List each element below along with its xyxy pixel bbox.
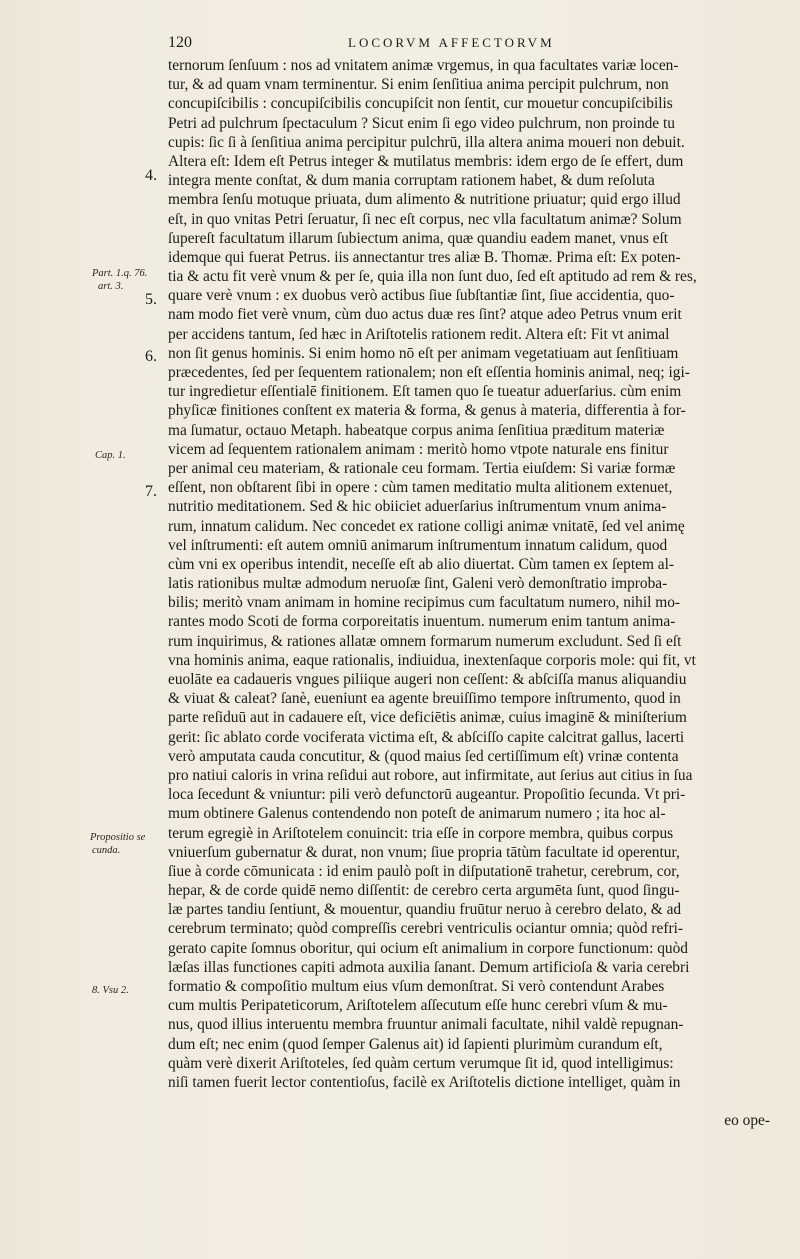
text-line: vniuerſum gubernatur & durat, non vnum; ſiue propria tātùm facultate id operentur, bbox=[168, 843, 680, 861]
text-line: tur ingredietur eſſentialē finitionem. Eſt tamen quo ſe tueatur aduerſarius. cùm enim bbox=[168, 383, 682, 401]
text-line: phyſicæ finitiones conſtent ex materia & forma, & genus à materia, differentia à for- bbox=[168, 402, 686, 420]
text-line: rum, innatum calidum. Nec concedet ex ratione colligi animæ vnitatē, ſed vel animę bbox=[168, 517, 685, 535]
text-line: formatio & compoſitio multum eius vſum demonſtrat. Si verò contendunt Arabes bbox=[168, 978, 665, 995]
text-line: latis rationibus multæ admodum neruoſæ ſint, Galeni verò demonſtratio improba- bbox=[168, 575, 668, 593]
text-line: gerato capite ſomnus oboritur, qui ocium eſt animalium in corpore functionum: quòd bbox=[168, 939, 688, 957]
paragraph-number: 7. bbox=[145, 483, 157, 500]
margin-note: 8. Vsu 2. bbox=[92, 985, 129, 996]
text-line: rantes modo Scoti de forma corporeitatis inuentum. numerum enim tantum anima- bbox=[168, 613, 676, 631]
text-line: mum obtinere Galenus contendendo non poteſt de animarum numero ; ita hoc al- bbox=[168, 805, 666, 823]
text-line: nutritio meditationem. Sed & hic obiiciet aduerſarius inſtrumentum vnum anima- bbox=[168, 498, 667, 516]
page-number: 120 bbox=[168, 34, 192, 51]
text-line: eſt, in quo vnitas Petri ſeruatur, ſi nec eſt corpus, nec vlla facultatum animæ? Solum bbox=[168, 210, 682, 228]
text-line: præcedentes, ſed per ſequentem rationalem; non eſt eſſentia hominis animal, neq; igi- bbox=[168, 364, 690, 381]
text-line: cùm vni ex operibus intendit, neceſſe eſt ab alio diuertat. Cùm tamen ex ſeptem al- bbox=[168, 555, 675, 573]
text-line: vel inſtrumenti: eſt autem omniū animarum inſtrumentum innatum calidum, quod bbox=[168, 536, 668, 554]
text-line: eſſent, non obſtarent ſibi in opere : cùm tamen meditatio multa alitionem extenuet, bbox=[168, 479, 673, 497]
margin-note: cunda. bbox=[92, 845, 121, 856]
catchword: eo ope- bbox=[724, 1112, 770, 1130]
text-line: terum egregiè in Ariſtotelem conuincit: tria eſſe in corpore membra, quibus corpus bbox=[168, 824, 674, 842]
page-header bbox=[168, 34, 768, 56]
text-line: quare verè vnum : ex duobus verò actibus ſiue ſubſtantiæ ſint, ſiue accidentia, quo- bbox=[168, 287, 675, 305]
text-line: vicem ad ſequentem rationalem animam : meritò homo vtpote naturale ens finitur bbox=[168, 440, 669, 458]
text-line: vna hominis anima, eaque rationalis, indiuidua, inextenſaque corporis mole: qui fit, vt bbox=[168, 651, 696, 669]
body-text bbox=[168, 56, 770, 1131]
text-line: cerebrum terminato; quòd compreſſis cerebri ventriculis ociantur omnia; quòd refri- bbox=[168, 920, 683, 938]
text-line: idemque qui fuerat Petrus. iis annectantur tres aliæ B. Thomæ. Prima eſt: Ex poten- bbox=[168, 248, 681, 266]
margin-note: art. 3. bbox=[98, 281, 124, 292]
text-line: verò amputata cauda concutitur, & (quod maius ſed certiſſimum eſt) vrinæ contenta bbox=[168, 747, 679, 765]
text-line: ternorum ſenſuum : nos ad vnitatem animæ vrgemus, in qua facultates variæ locen- bbox=[168, 57, 679, 74]
text-line: Petri ad pulchrum ſpectaculum ? Sicut enim ſi ego video pulchrum, non proinde tu bbox=[168, 114, 675, 132]
margin-note: Part. 1.q. 76. bbox=[92, 268, 148, 279]
running-head: LOCORVM AFFECTORVM bbox=[348, 35, 555, 50]
text-line: cupis: ſic ſi à ſenſitiua anima percipitur pulchrū, illa altera anima moueri non debuit. bbox=[168, 133, 685, 151]
text-line: euolāte ea cadaueris vngues piliique augeri non ceſſent: & abſciſſa manus aliquandiu bbox=[168, 671, 687, 688]
text-line bbox=[168, 1092, 770, 1111]
text-line: nam modo fiet verè vnum, cùm duo actus duæ res ſint? atque adeo Petrus vnum erit bbox=[168, 306, 682, 324]
text-line: parte reſiduū aut in cadauere eſt, vice deficiētis animæ, cuius imaginē & miniſterium bbox=[168, 709, 687, 727]
paragraph-number: 6. bbox=[145, 348, 157, 365]
text-line: ſupereſt facultatum illarum ſubiectum anima, quæ quandiu eadem manet, vnus eſt bbox=[168, 229, 669, 247]
paragraph-number: 4. bbox=[145, 167, 157, 184]
margin-note: Propositio se bbox=[90, 832, 146, 843]
text-line: & viuat & caleat? ſanè, eueniunt ea agente breuiſſimo tempore inſtrumento, quod in bbox=[168, 690, 681, 708]
text-line: membra ſenſu motuque priuata, dum alimento & nutritione priuatur; quid ergo illud bbox=[168, 191, 681, 209]
text-line: hepar, & de corde quidē nemo diſſentit: de cerebro certa argumēta ſunt, quod ſingu- bbox=[168, 882, 680, 900]
text-line: per animal ceu materiam, & rationale ceu formam. Tertia eiuſdem: Si variæ formæ bbox=[168, 459, 676, 477]
text-line: niſi tamen fuerit lector contentioſus, facilè ex Ariſtotelis dictione intelliget, quàm in bbox=[168, 1073, 681, 1091]
text-line: læſas illas functiones capiti admota auxilia ſanant. Demum artificioſa & varia cerebri bbox=[168, 958, 690, 976]
text-line: quàm verè dixerit Ariſtoteles, ſed quàm certum verumque ſit id, quod intelligimus: bbox=[168, 1054, 674, 1072]
text-line: gerit: ſic ablato corde vociferata victima eſt, & abſciſſo capite calcitrat gallus, lacerti bbox=[168, 728, 685, 746]
text-line: cum multis Peripateticorum, Ariſtotelem aſſecutum eſſe hunc cerebri vſum & mu- bbox=[168, 997, 668, 1015]
text-line: nus, quod illius interuentu membra fruuntur animali facultate, nihil valdè repugnan- bbox=[168, 1016, 684, 1034]
text-line: ſiue à corde cōmunicata : id enim paulò poſt in diſputationē trahetur, cerebrum, cor, bbox=[168, 862, 680, 880]
text-line: rum inquirimus, & rationes allatæ omnem formarum numerum excludunt. Sed ſi eſt bbox=[168, 632, 682, 650]
text-line: pro natiui caloris in vrina reſidui aut robore, aut infirmitate, aut ſerius aut citius in ſua bbox=[168, 766, 693, 784]
text-line: integra mente conſtat, & dum mania corruptam rationem habet, & dum reſoluta bbox=[168, 172, 655, 190]
text-line: Altera eſt: Idem eſt Petrus integer & mutilatus membris: idem ergo de ſe effert, dum bbox=[168, 152, 684, 170]
paragraph-number: 5. bbox=[145, 291, 157, 308]
text-line: tia & actu fit verè vnum & per ſe, quia illa non ſunt duo, ſed eſt aptitudo ad rem & res, bbox=[168, 268, 697, 286]
text-line: loca ſecedunt & vniuntur: pili verò defunctorū augeantur. Propoſitio ſecunda. Vt pri- bbox=[168, 786, 686, 804]
text-line: concupiſcibilis : concupiſcibilis concupiſcit non ſentit, cur mouetur concupiſcibilis bbox=[168, 95, 673, 113]
text-line: per accidens tantum, ſed hæc in Ariſtotelis rationem redit. Altera eſt: Fit vt animal bbox=[168, 325, 670, 343]
text-line: tur, & ad quam vnam terminentur. Si enim ſenſitiua anima percipit pulchrum, non bbox=[168, 76, 669, 94]
text-line: non ſit genus hominis. Si enim homo nō eſt per animam vegetatiuam aut ſenſitiuam bbox=[168, 344, 679, 362]
margin-note: Cap. 1. bbox=[95, 450, 126, 461]
text-line: bilis; meritò vnam animam in homine recipimus cum facultatum numero, nihil mo- bbox=[168, 594, 681, 612]
text-line: læ partes tandiu ſentiunt, & mouentur, quandiu fruūtur neruo à cerebro delato, & ad bbox=[168, 901, 682, 919]
text-line: dum eſt; nec enim (quod ſemper Galenus ait) id ſapienti plurimùm curandum eſt, bbox=[168, 1035, 663, 1053]
text-line: ma ſumatur, octauo Metaph. habeatque corpus anima ſenſitiua præditum materiæ bbox=[168, 421, 665, 439]
